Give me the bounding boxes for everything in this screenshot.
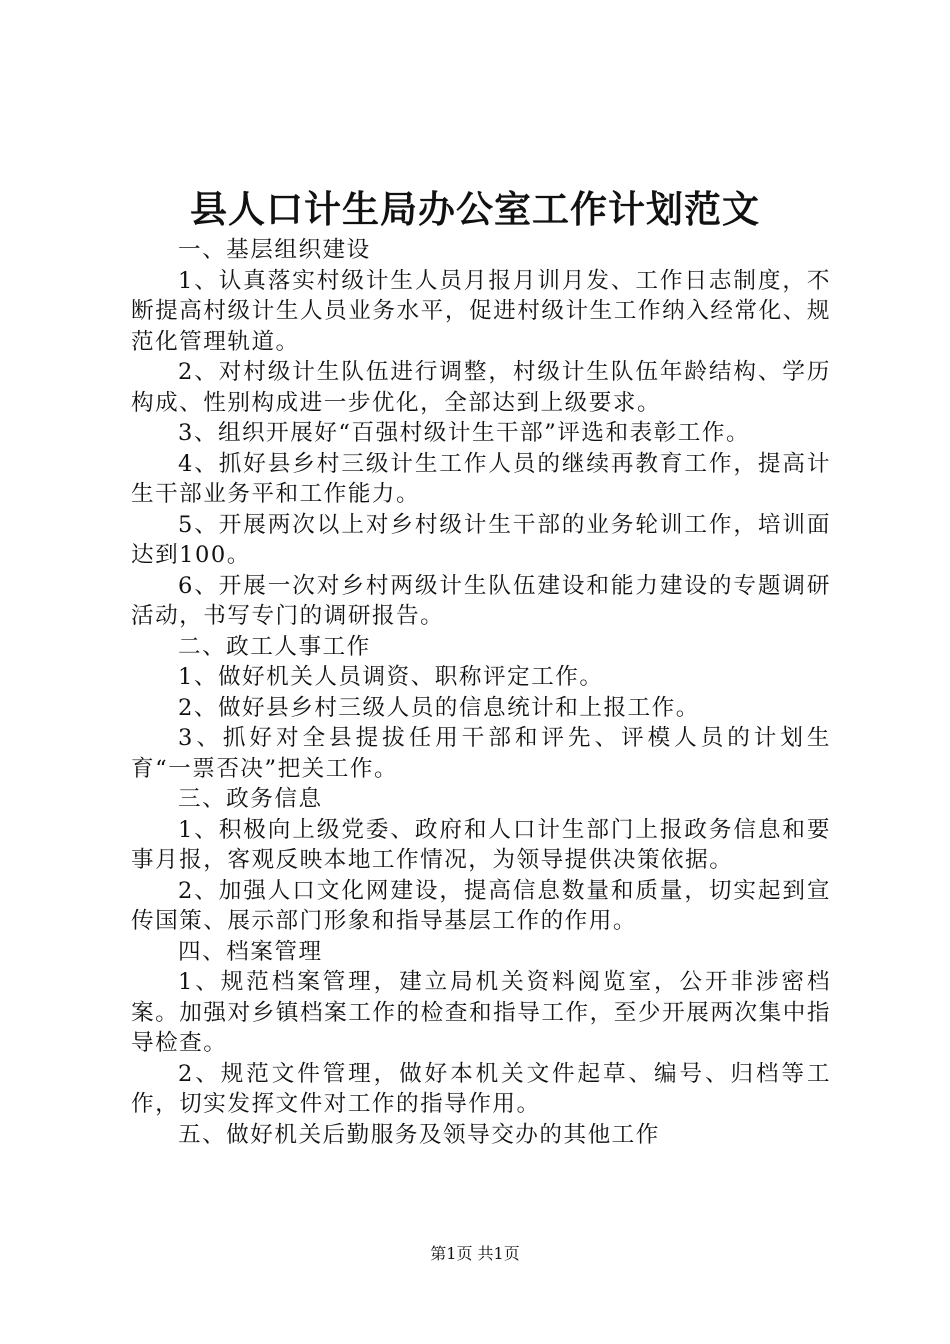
page-footer: 第1页 共1页: [430, 1244, 520, 1263]
paragraph: 6、开展一次对乡村两级计生队伍建设和能力建设的专题调研活动，书写专门的调研报告。: [131, 572, 831, 629]
paragraph: 1、认真落实村级计生人员月报月训月发、工作日志制度，不断提高村级计生人员业务水平，促进村级计生工作纳入经常化、规范化管理轨道。: [131, 267, 831, 355]
section-heading-1: 一、基层组织建设: [178, 237, 371, 263]
paragraph: 1、积极向上级党委、政府和人口计生部门上报政务信息和要事月报，客观反映本地工作情况，为领导提供决策依据。: [131, 816, 831, 873]
paragraph: 5、开展两次以上对乡村级计生干部的业务轮训工作，培训面达到100。: [131, 511, 831, 568]
paragraph: 1、规范档案管理，建立局机关资料阅览室，公开非涉密档案。加强对乡镇档案工作的检查和指导工作，至少开展两次集中指导检查。: [131, 969, 831, 1056]
paragraph: 3、组织开展好“百强村级计生干部”评选和表彰工作。: [178, 420, 751, 446]
paragraph: 2、加强人口文化网建设，提高信息数量和质量，切实起到宣传国策、展示部门形象和指导基层工作的作用。: [131, 877, 831, 934]
section-heading-5: 五、做好机关后勤服务及领导交办的其他工作: [178, 1121, 660, 1148]
document-title: 县人口计生局办公室工作计划范文: [190, 187, 760, 231]
section-heading-2: 二、政工人事工作: [178, 633, 371, 660]
paragraph: 1、做好机关人员调资、职称评定工作。: [178, 664, 604, 690]
section-heading-3: 三、政务信息: [178, 786, 323, 812]
paragraph: 2、做好县乡村三级人员的信息统计和上报工作。: [178, 694, 700, 721]
document-body: [131, 235, 831, 1150]
paragraph: 3、抓好对全县提拔任用干部和评先、评模人员的计划生育“一票否决”把关工作。: [131, 725, 831, 782]
paragraph: 2、规范文件管理，做好本机关文件起草、编号、归档等工作，切实发挥文件对工作的指导作用。: [131, 1060, 831, 1117]
paragraph: 2、对村级计生队伍进行调整，村级计生队伍年龄结构、学历构成、性别构成进一步优化，全部达到上级要求。: [131, 359, 831, 416]
section-heading-4: 四、档案管理: [178, 938, 323, 965]
paragraph: 4、抓好县乡村三级计生工作人员的继续再教育工作，提高计生干部业务平和工作能力。: [131, 450, 831, 507]
